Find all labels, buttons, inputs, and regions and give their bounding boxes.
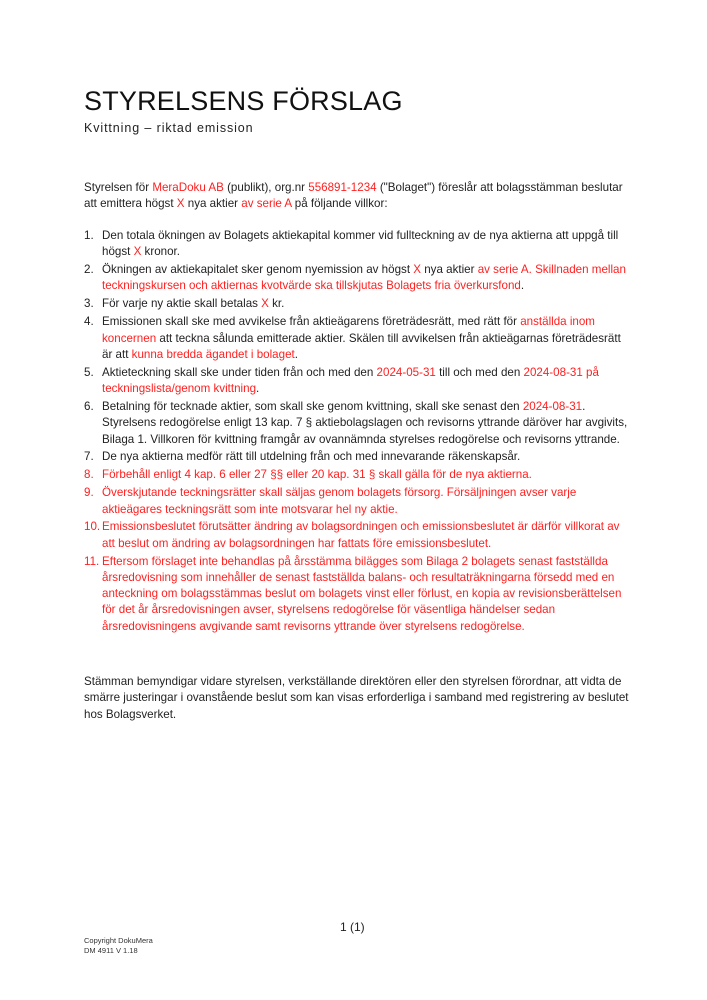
term-number: 8.	[84, 468, 94, 482]
highlighted-text: X	[261, 297, 269, 311]
highlighted-text: 556891-1234	[308, 181, 377, 194]
text-segment: nya aktier	[184, 197, 242, 211]
highlighted-text: X	[413, 263, 421, 277]
text-segment: Styrelsen för	[84, 181, 153, 194]
term-number: 11.	[84, 554, 100, 568]
closing-paragraph: Stämman bemyndigar vidare styrelsen, verkställande direktören eller den styrelsen förordnar, att vidta de smärre justeringar i ovanstående beslut som kan visas erforderliga i samband med registrering av beslutet hos Bolagsverket.	[84, 675, 629, 721]
highlighted-text: Eftersom förslaget inte behandlas på årsstämma bilägges som Bilaga 2 bolagets senast fastställda årsredovisning som innehåller de senast fastställda balans- och resultaträkningarna försedd med en anteckning om bolagsstämmas beslut om bolagets vinst eller förlust, en kopia av revisionsberättelsen för det år årsredovisningen avser, styrelsens redogörelse för väsentliga händelser sedan årsredovisningens avgivande samt revisorns yttrande över styrelsens redogörelse.	[102, 554, 622, 633]
highlighted-text: X	[133, 245, 142, 259]
intro-paragraph	[84, 180, 629, 213]
term-number: 9.	[84, 486, 94, 500]
highlighted-text: Förbehåll enligt 4 kap. 6 eller 27 §§ eller 20 kap. 31 § skall gälla för de nya aktierna.	[102, 468, 532, 482]
text-segment: att teckna sålunda emitterade aktier. Skälen till avvikelsen från aktieägarnas företrädesrätt är att	[102, 331, 621, 361]
document-title: STYRELSENS FÖRSLAG	[84, 86, 403, 116]
highlighted-text: MeraDoku AB	[152, 181, 224, 194]
term-item	[84, 262, 629, 295]
text-segment: nya aktier	[421, 263, 478, 277]
term-text	[102, 450, 520, 463]
term-number: 3.	[84, 297, 94, 311]
highlighted-text: 2024-05-31	[376, 365, 436, 379]
text-segment: ("Bolaget") föreslår att bolagsstämman beslutar att emittera högst	[84, 181, 623, 211]
term-item	[84, 485, 629, 518]
term-item	[84, 228, 629, 261]
page-number: 1 (1)	[340, 920, 365, 934]
highlighted-text: anställda inom koncernen	[102, 315, 595, 345]
term-text	[102, 297, 284, 310]
term-text	[102, 315, 621, 361]
footer-copyright: Copyright DokuMera	[84, 936, 153, 945]
highlighted-text: 2024-08-31	[522, 399, 583, 413]
text-segment: .	[256, 382, 260, 396]
term-item	[84, 519, 629, 552]
text-segment: Aktieteckning skall ske under tiden från och med den	[102, 365, 377, 379]
highlighted-text: kunna bredda ägandet i bolaget	[131, 347, 295, 361]
term-item	[84, 314, 629, 363]
highlighted-text: Emissionsbeslutet förutsätter ändring av bolagsordningen och emissionsbeslutet är därför villkorat av att beslut om ändring av bolagsordningen har fattats före emissionsbeslutet.	[102, 520, 620, 550]
text-segment: (publikt), org.nr	[223, 181, 309, 194]
highlighted-text: X	[176, 197, 185, 211]
term-text	[102, 555, 621, 633]
term-number: 2.	[84, 263, 94, 277]
text-segment: på följande villkor:	[291, 197, 388, 211]
term-text	[102, 400, 627, 446]
term-number: 4.	[84, 315, 94, 329]
term-text	[102, 229, 618, 258]
term-text	[102, 468, 532, 481]
text-segment: Betalning för tecknade aktier, som skall ske genom kvittning, skall ske senast den	[102, 399, 523, 413]
term-item	[84, 399, 629, 448]
highlighted-text: 2024-08-31 på teckningslista/genom kvittning	[102, 365, 599, 396]
term-number: 10.	[84, 520, 101, 534]
text-segment: . Styrelsens redogörelse enligt 13 kap. 7 § aktiebolagslagen och revisorns yttrande däröver har avgivits, Bilaga 1. Villkoren för kvittning framgår av ovannämnda styrelses redogörelse och revisorns yttrande.	[102, 399, 628, 446]
text-segment: .	[520, 279, 525, 293]
term-item	[84, 467, 629, 483]
text-segment: kronor.	[141, 245, 180, 259]
term-text	[102, 263, 626, 292]
term-item	[84, 554, 629, 635]
text-segment: till och med den	[435, 365, 524, 379]
terms-list	[84, 228, 629, 637]
term-item	[84, 449, 629, 465]
term-text	[102, 520, 619, 549]
term-number: 1.	[84, 229, 94, 242]
term-item	[84, 296, 629, 312]
text-segment: För varje ny aktie skall betalas	[102, 297, 262, 311]
highlighted-text: av serie A. Skillnaden mellan teckningskursen och aktiernas kvotvärde ska tillskjutas Bolagets fria överkursfond	[102, 263, 626, 293]
highlighted-text: Överskjutande teckningsrätter skall säljas genom bolagets försorg. Försäljningen avser varje aktieägares teckningsrätt som inte motsvarar hel ny aktie.	[102, 486, 577, 516]
footer	[84, 936, 153, 956]
term-number: 5.	[84, 365, 94, 379]
document-subtitle: Kvittning – riktad emission	[84, 121, 254, 135]
highlighted-text: av serie A	[241, 197, 292, 211]
text-segment: kr.	[268, 297, 285, 311]
term-number: 7.	[84, 450, 94, 464]
text-segment: .	[294, 347, 298, 361]
term-text	[102, 486, 576, 515]
term-item	[84, 365, 629, 398]
term-text	[102, 366, 599, 395]
text-segment: Den totala ökningen av Bolagets aktiekapital kommer vid fullteckning av de nya aktierna att uppgå till högst	[102, 229, 619, 259]
footer-doc-id: DM 4911 V 1.18	[84, 946, 138, 955]
text-segment: Ökningen av aktiekapitalet sker genom nyemission av högst	[102, 263, 414, 277]
term-number: 6.	[84, 399, 94, 413]
text-segment: Emissionen skall ske med avvikelse från aktieägarens företrädesrätt, med rätt för	[102, 315, 521, 329]
text-segment: De nya aktierna medför rätt till utdelning från och med innevarande räkenskapsår.	[102, 450, 521, 464]
